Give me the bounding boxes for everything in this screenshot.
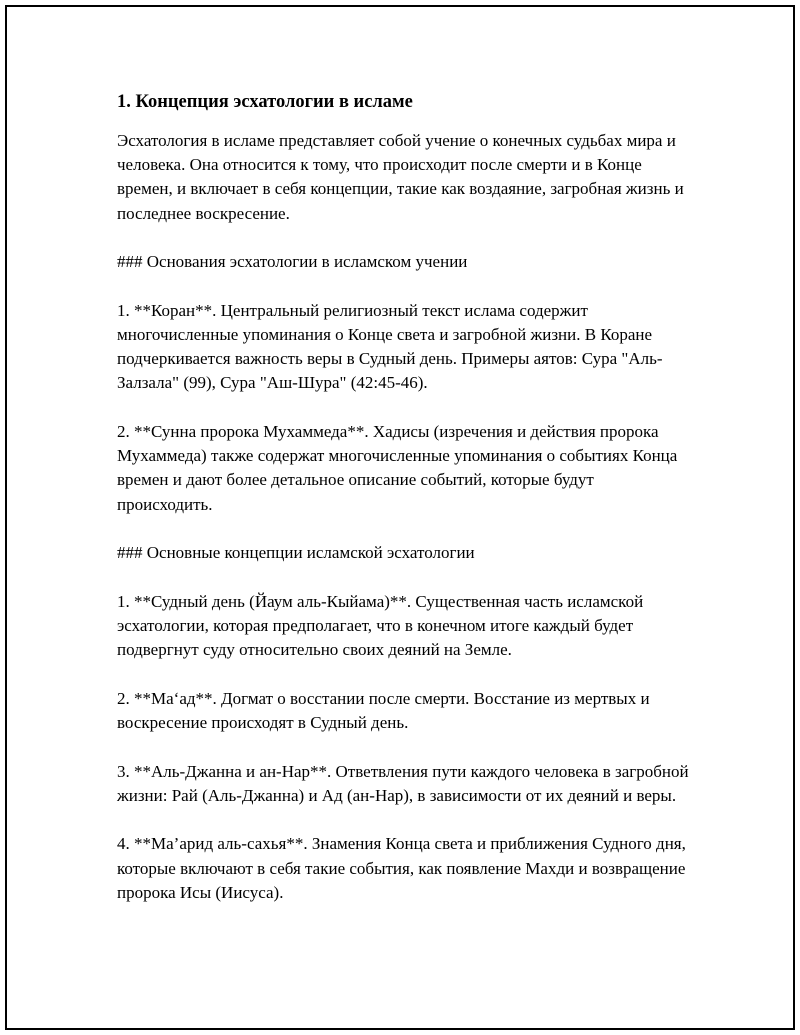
paragraph-signs: 4. **Ма’арид аль-сахья**. Знамения Конца света и приближения Судного дня, которые включают в себя такие события, как появление Махди и возвращение пророка Исы (Иисуса). xyxy=(117,834,686,902)
paragraph-judgment-day: 1. **Судный день (Йаум аль-Кыйама)**. Существенная часть исламской эсхатологии, которая предполагает, что в конечном итоге каждый будет подвергнут суду относительно своих деяний на Земле. xyxy=(117,591,644,660)
paragraph-janna-nar: 3. **Аль-Джанна и ан-Нар**. Ответвления пути каждого человека в загробной жизни: Рай (Аль-Джанна) и Ад (ан-Нар), в зависимости от их деяний и веры. xyxy=(117,761,689,805)
document-body xyxy=(113,90,693,929)
intro-paragraph: Эсхатология в исламе представляет собой учение о конечных судьбах мира и человека. Она относится к тому, что происходит после смерти и в Конце времен, и включает в себя концепции, такие как воздаяние, загробная жизнь и последнее воскресение. xyxy=(117,131,684,223)
paragraph-sunnah: 2. **Сунна пророка Мухаммеда**. Хадисы (изречения и действия пророка Мухаммеда) также содержат многочисленные упоминания о событиях Конца времен и дают более детальное описание событий, которые будут происходить. xyxy=(117,422,678,514)
paragraph-maad: 2. **Ма‘ад**. Догмат о восстании после смерти. Восстание из мертвых и воскресение происходят в Судный день. xyxy=(117,688,650,732)
section-heading: 1. Концепция эсхатологии в исламе xyxy=(117,92,413,112)
subheading-foundations: ### Основания эсхатологии в исламском учении xyxy=(117,252,468,272)
subheading-main-concepts: ### Основные концепции исламской эсхатологии xyxy=(117,543,475,563)
paragraph-quran: 1. **Коран**. Центральный религиозный текст ислама содержит многочисленные упоминания о Конце света и загробной жизни. В Коране подчеркивается важность веры в Судный день. Примеры аятов: Сура "Аль-Залзала" (99), Сура "Аш-Шура" (42:45-46). xyxy=(117,300,663,393)
